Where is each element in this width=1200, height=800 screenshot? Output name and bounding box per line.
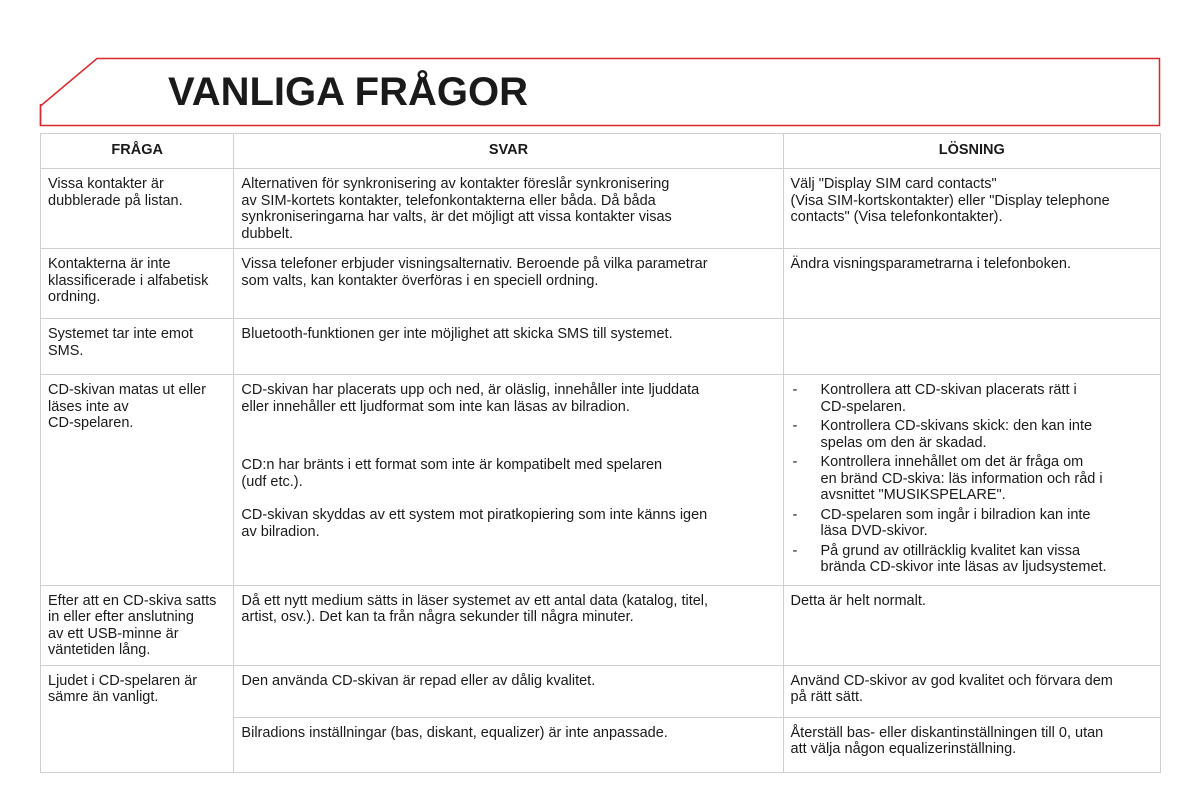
solution-text: Detta är helt normalt. bbox=[790, 592, 926, 609]
question-text: Systemet tar inte emot SMS. bbox=[48, 326, 194, 359]
faq-table bbox=[40, 133, 1161, 773]
solution-list bbox=[791, 382, 1154, 576]
table-row bbox=[41, 319, 1161, 375]
table-row bbox=[41, 585, 1161, 665]
answer-cell bbox=[234, 319, 783, 375]
answer-text: Då ett nytt medium sätts in läser systemet av ett antal data (katalog, titel, artist, osv.). Det kan ta från några sekunder till några minuter. bbox=[241, 592, 709, 625]
question-cell bbox=[41, 665, 234, 772]
bullet-dash: - bbox=[792, 506, 798, 523]
table-row bbox=[41, 665, 1161, 717]
answer-cell bbox=[234, 717, 783, 772]
column-header-solution: LÖSNING bbox=[783, 134, 1161, 169]
solution-list-item bbox=[791, 418, 1154, 451]
solution-list-item bbox=[791, 543, 1154, 576]
answer-text: Alternativen för synkronisering av kontakter föreslår synkronisering av SIM-kortets kontakter, telefonkontakterna eller båda. Då båda synkroniseringarna har valts, är det möjligt att vissa kontakter visas dubbelt. bbox=[241, 176, 672, 242]
question-cell bbox=[41, 249, 234, 319]
answer-cell bbox=[234, 169, 783, 249]
solution-cell bbox=[783, 319, 1161, 375]
solution-cell bbox=[783, 249, 1161, 319]
solution-list-item bbox=[791, 454, 1154, 504]
solution-item-text: På grund av otillräcklig kvalitet kan vissa brända CD-skivor inte läsas av ljudsystemet. bbox=[820, 542, 1107, 575]
answer-cell bbox=[234, 249, 783, 319]
table-row bbox=[41, 375, 1161, 586]
question-cell bbox=[41, 169, 234, 249]
question-text: Ljudet i CD-spelaren är sämre än vanligt. bbox=[48, 672, 198, 705]
answer-text: Vissa telefoner erbjuder visningsalternativ. Beroende på vilka parametrar som valts, kan kontakter överföras i en speciell ordning. bbox=[241, 256, 708, 289]
solution-list-item bbox=[791, 507, 1154, 540]
solution-text: Återställ bas- eller diskantinställningen till 0, utan att välja någon equalizerinställning. bbox=[790, 724, 1104, 757]
solution-item-text: Kontrollera att CD-skivan placerats rätt i CD-spelaren. bbox=[820, 382, 1077, 415]
solution-item-text: Kontrollera innehållet om det är fråga om en bränd CD-skiva: läs information och råd i avsnittet "MUSIKSPELARE". bbox=[820, 454, 1103, 503]
question-text: Efter att en CD-skiva satts in eller efter anslutning av ett USB-minne är väntetiden lång. bbox=[48, 592, 217, 658]
title-banner bbox=[0, 0, 1200, 130]
solution-cell bbox=[783, 717, 1161, 772]
bullet-dash: - bbox=[792, 382, 798, 398]
bullet-dash: - bbox=[792, 418, 798, 434]
page-title: VANLIGA FRÅGOR bbox=[168, 70, 528, 114]
answer-text: Bluetooth-funktionen ger inte möjlighet att skicka SMS till systemet. bbox=[241, 326, 673, 342]
solution-cell bbox=[783, 375, 1161, 586]
table-row bbox=[41, 169, 1161, 249]
solution-list-item bbox=[791, 382, 1154, 415]
bullet-dash: - bbox=[792, 454, 798, 470]
answer-text: Den använda CD-skivan är repad eller av dålig kvalitet. bbox=[241, 672, 596, 689]
answer-paragraph: CD-skivan har placerats upp och ned, är oläslig, innehåller inte ljuddata eller innehåller ett ljudformat som inte kan läsas av bilradion. bbox=[241, 382, 700, 415]
answer-paragraph: CD:n har bränts i ett format som inte är kompatibelt med spelaren (udf etc.). bbox=[241, 457, 663, 490]
answer-cell bbox=[234, 585, 783, 665]
answer-paragraph: CD-skivan skyddas av ett system mot piratkopiering som inte känns igen av bilradion. bbox=[241, 507, 708, 540]
solution-item-text: CD-spelaren som ingår i bilradion kan inte läsa DVD-skivor. bbox=[820, 506, 1091, 539]
column-header-question: FRÅGA bbox=[41, 134, 234, 169]
solution-cell bbox=[783, 665, 1161, 717]
question-cell bbox=[41, 375, 234, 586]
answer-cell bbox=[234, 665, 783, 717]
question-text: CD-skivan matas ut eller läses inte av CD-spelaren. bbox=[48, 382, 206, 431]
question-cell bbox=[41, 585, 234, 665]
bullet-dash: - bbox=[792, 542, 798, 559]
answer-cell bbox=[234, 375, 783, 586]
question-text: Vissa kontakter är dubblerade på listan. bbox=[48, 176, 183, 209]
solution-cell bbox=[783, 169, 1161, 249]
answer-text: Bilradions inställningar (bas, diskant, equalizer) är inte anpassade. bbox=[241, 724, 668, 741]
table-row bbox=[41, 249, 1161, 319]
column-header-answer: SVAR bbox=[234, 134, 783, 169]
solution-text: Ändra visningsparametrarna i telefonboken. bbox=[790, 256, 1071, 272]
table-header-row bbox=[41, 134, 1161, 169]
solution-text: Välj "Display SIM card contacts" (Visa SIM-kortskontakter) eller "Display telephone contacts" (Visa telefonkontakter). bbox=[790, 176, 1110, 225]
solution-item-text: Kontrollera CD-skivans skick: den kan inte spelas om den är skadad. bbox=[820, 418, 1093, 451]
solution-cell bbox=[783, 585, 1161, 665]
question-text: Kontakterna är inte klassificerade i alfabetisk ordning. bbox=[48, 256, 209, 305]
question-cell bbox=[41, 319, 234, 375]
solution-text: Använd CD-skivor av god kvalitet och förvara dem på rätt sätt. bbox=[790, 672, 1113, 705]
